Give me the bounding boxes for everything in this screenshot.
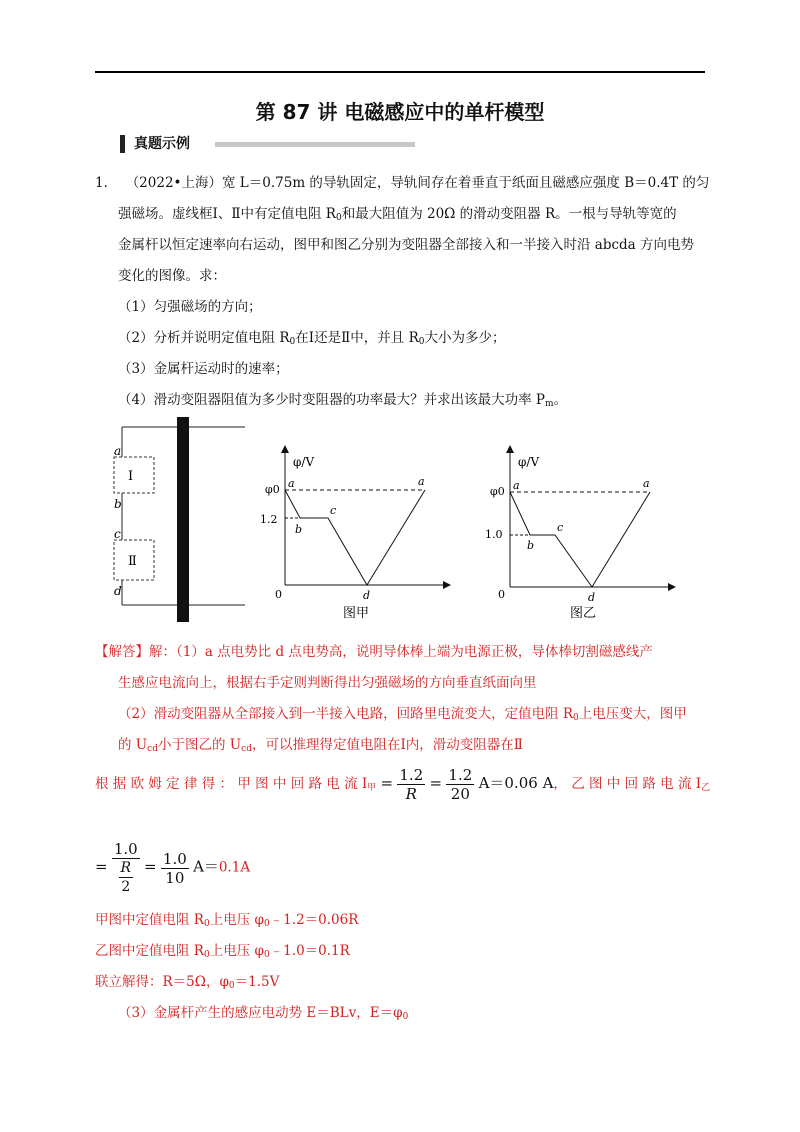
circuit-diagram (114, 417, 245, 622)
top-rule (95, 71, 705, 73)
ohm-law-line: 根 据 欧 姆 定 律 得 ： 甲 图 中 回 路 电 流 $I_甲$ = $\frac{1.2}{R}$ = $\frac{1.2}{20}$ A＝0.06 A， 乙 图 中 回 路 电 流 $I_乙$ (95, 766, 711, 803)
graph-jia (260, 445, 451, 621)
fraction-3: $\frac{1.0}{\frac{R}{2}}$ (113, 840, 138, 895)
svg-text:b: b (295, 523, 303, 536)
answer-line-jia-voltage: 甲图中定值电阻 $R_0$上电压 $\varphi_0﹣1.2=0.06R$ (95, 912, 359, 929)
question-2: （2）分析并说明定值电阻 $R_0$在Ⅰ还是Ⅱ中，并且 $R_0$大小为多少； (118, 330, 506, 347)
svg-text:b: b (114, 497, 122, 511)
problem-line-2: 强磁场。虚线框Ⅰ、Ⅱ中有定值电阻 $R_0$和最大阻值为 20Ω 的滑动变阻器 R。一根与导轨等宽的 (118, 206, 677, 223)
svg-text:图乙: 图乙 (570, 606, 597, 621)
question-4: （4）滑动变阻器阻值为多少时变阻器的功率最大？并求出该最大功率 $P_m$。 (118, 392, 568, 409)
svg-text:d: d (114, 584, 122, 598)
question-3: （3）金属杆运动时的速率； (118, 361, 289, 377)
page-title: 第 87 讲 电磁感应中的单杆模型 (255, 100, 545, 124)
svg-text:d: d (363, 589, 371, 602)
svg-text:0: 0 (498, 588, 505, 601)
svg-text:c: c (330, 504, 337, 517)
answer-line-emf: （3）金属杆产生的感应电动势 E＝BLv，$E=\varphi_0$ (118, 1005, 409, 1022)
svg-text:a: a (643, 477, 650, 490)
svg-text:φ/V: φ/V (293, 455, 315, 469)
svg-text:1.0: 1.0 (485, 528, 503, 541)
answer-line-2: 生感应电流向上，根据右手定则判断得出匀强磁场的方向垂直纸面向里 (118, 675, 537, 691)
svg-text:图甲: 图甲 (343, 606, 370, 621)
svg-text:0: 0 (275, 588, 282, 601)
svg-text:φ/V: φ/V (518, 455, 540, 469)
fraction-2: $\frac{1.2}{20}$ (448, 766, 473, 803)
answer-line-1: 【解答】解：（1）a 点电势比 d 点电势高，说明导体棒上端为电源正极，导体棒切割磁感线产 (95, 644, 653, 660)
svg-text:φ0: φ0 (265, 483, 280, 496)
answer-line-3: （2）滑动变阻器从全部接入到一半接入电路，回路里电流变大，定值电阻 $R_0$上电压变大，图甲 (118, 706, 687, 723)
section-title: 真题示例 (134, 136, 190, 152)
svg-text:Ⅱ: Ⅱ (128, 554, 137, 569)
current-yi-line: = $\frac{1.0}{\frac{R}{2}}$ = $\frac{1.0}{10}$ A＝0.1A (95, 840, 251, 895)
svg-text:c: c (114, 527, 121, 541)
answer-line-yi-voltage: 乙图中定值电阻 $R_0$上电压 $\varphi_0﹣1.0=0.1R$ (95, 943, 350, 960)
svg-text:d: d (588, 591, 596, 604)
svg-text:a: a (513, 479, 520, 492)
svg-text:a: a (418, 475, 425, 488)
section-underline (215, 142, 415, 147)
svg-text:φ0: φ0 (490, 485, 505, 498)
fraction-4: $\frac{1.0}{10}$ (162, 849, 187, 887)
fraction-1: $\frac{1.2}{R}$ (399, 766, 424, 803)
svg-text:c: c (557, 521, 564, 534)
svg-text:1.2: 1.2 (260, 513, 278, 526)
graph-yi (485, 445, 676, 621)
problem-line-1: 1． （2022•上海）宽 L＝0.75m 的导轨固定，导轨间存在着垂直于纸面且磁感应强度 B＝0.4T 的匀 (95, 175, 710, 191)
svg-text:a: a (288, 477, 295, 490)
question-1: （1）匀强磁场的方向； (118, 299, 262, 315)
answer-line-solve: 联立解得：R＝5Ω，$\varphi_0=1.5V$ (95, 974, 280, 991)
answer-line-4: 的 $U_{cd}$小于图乙的 $U_{cd}$，可以推理得定值电阻在Ⅰ内，滑动变阻器在Ⅱ (118, 737, 523, 754)
svg-text:b: b (527, 539, 535, 552)
problem-line-4: 变化的图像。求： (118, 268, 226, 284)
dashed-box-1 (114, 457, 154, 493)
metal-rod (177, 417, 189, 622)
figures (100, 415, 700, 625)
problem-line-3: 金属杆以恒定速率向右运动，图甲和图乙分别为变阻器全部接入和一半接入时沿 abcda 方向电势 (118, 237, 695, 253)
svg-text:a: a (114, 444, 122, 458)
section-marker (120, 135, 125, 153)
svg-text:Ⅰ: Ⅰ (128, 469, 134, 484)
